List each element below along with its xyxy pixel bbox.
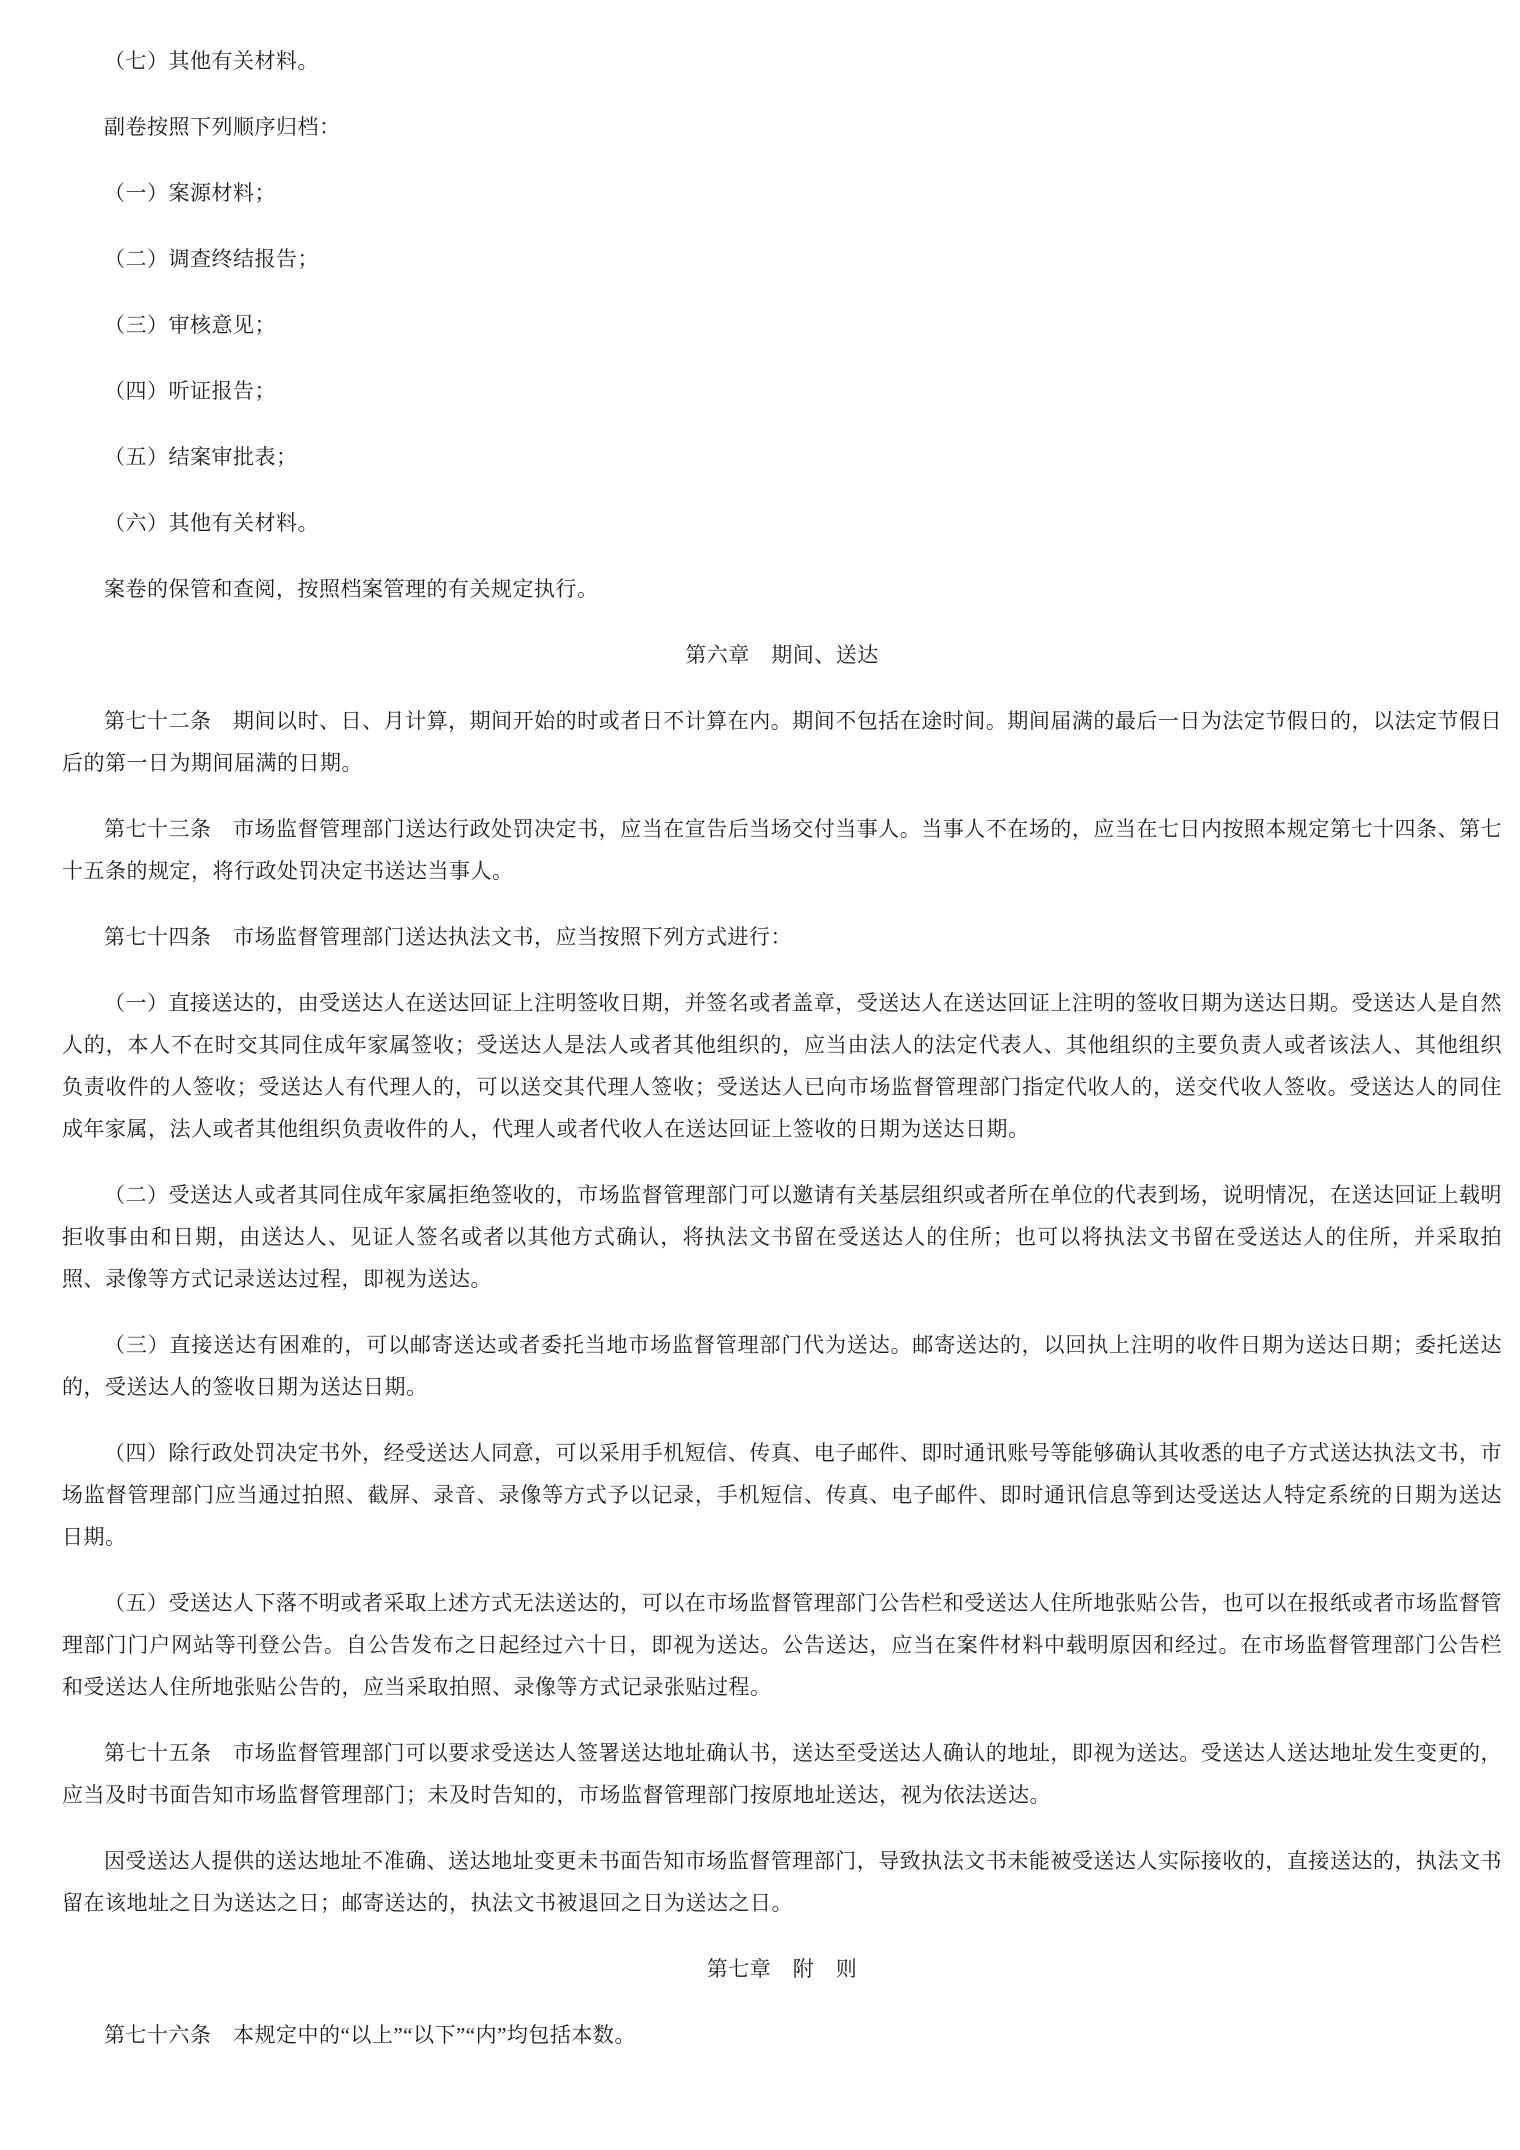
paragraph: 第七十三条 市场监督管理部门送达行政处罚决定书，应当在宣告后当场交付当事人。当事人不在场的，应当在七日内按照本规定第七十四条、第七十五条的规定，将行政处罚决定书送达当事人。 [62, 817, 1502, 883]
paragraph: （三）审核意见； [104, 313, 276, 337]
paragraph: （五）受送达人下落不明或者采取上述方式无法送达的，可以在市场监督管理部门公告栏和受送达人住所地张贴公告，也可以在报纸或者市场监督管理部门门户网站等刊登公告。自公告发布之日起经过六十日，即视为送达。公告送达，应当在案件材料中载明原因和经过。在市场监督管理部门公告栏和受送达人住所地张贴公告的，应当采取拍照、录像等方式记录张贴过程。 [62, 1591, 1502, 1699]
paragraph: （七）其他有关材料。 [104, 49, 319, 73]
paragraph: （二）受送达人或者其同住成年家属拒绝签收的，市场监督管理部门可以邀请有关基层组织或者所在单位的代表到场，说明情况，在送达回证上载明拒收事由和日期，由送达人、见证人签名或者以其他方式确认，将执法文书留在受送达人的住所；也可以将执法文书留在受送达人的住所，并采取拍照、录像等方式记录送达过程，即视为送达。 [62, 1183, 1502, 1291]
chapter-heading: 第六章 期间、送达 [685, 643, 879, 667]
paragraph: （一）案源材料； [104, 181, 276, 205]
paragraph: 第七十六条 本规定中的“以上”“以下”“内”均包括本数。 [104, 2023, 636, 2047]
paragraph: 因受送达人提供的送达地址不准确、送达地址变更未书面告知市场监督管理部门，导致执法文书未能被受送达人实际接收的，直接送达的，执法文书留在该地址之日为送达之日；邮寄送达的，执法文书被退回之日为送达之日。 [62, 1849, 1502, 1915]
paragraph: 第七十二条 期间以时、日、月计算，期间开始的时或者日不计算在内。期间不包括在途时间。期间届满的最后一日为法定节假日的，以法定节假日后的第一日为期间届满的日期。 [62, 709, 1502, 775]
chapter-heading: 第七章 附 则 [706, 1957, 858, 1981]
paragraph: （四）除行政处罚决定书外，经受送达人同意，可以采用手机短信、传真、电子邮件、即时通讯账号等能够确认其收悉的电子方式送达执法文书，市场监督管理部门应当通过拍照、截屏、录音、录像等方式予以记录，手机短信、传真、电子邮件、即时通讯信息等到达受送达人特定系统的日期为送达日期。 [62, 1441, 1502, 1549]
paragraph: 副卷按照下列顺序归档： [104, 115, 341, 139]
paragraph: （三）直接送达有困难的，可以邮寄送达或者委托当地市场监督管理部门代为送达。邮寄送达的，以回执上注明的收件日期为送达日期；委托送达的，受送达人的签收日期为送达日期。 [62, 1333, 1502, 1399]
paragraph: （四）听证报告； [104, 379, 276, 403]
paragraph: （五）结案审批表； [104, 445, 298, 469]
paragraph: 案卷的保管和查阅，按照档案管理的有关规定执行。 [104, 577, 599, 601]
paragraph: 第七十四条 市场监督管理部门送达执法文书，应当按照下列方式进行： [104, 925, 792, 949]
paragraph: （六）其他有关材料。 [104, 511, 319, 535]
paragraph: （一）直接送达的，由受送达人在送达回证上注明签收日期，并签名或者盖章，受送达人在送达回证上注明的签收日期为送达日期。受送达人是自然人的，本人不在时交其同住成年家属签收；受送达人是法人或者其他组织的，应当由法人的法定代表人、其他组织的主要负责人或者该法人、其他组织负责收件的人签收；受送达人有代理人的，可以送交其代理人签收；受送达人已向市场监督管理部门指定代收人的，送交代收人签收。受送达人的同住成年家属，法人或者其他组织负责收件的人，代理人或者代收人在送达回证上签收的日期为送达日期。 [62, 991, 1502, 1141]
paragraph: （二）调查终结报告； [104, 247, 319, 271]
document-body [62, 40, 1502, 2056]
paragraph: 第七十五条 市场监督管理部门可以要求受送达人签署送达地址确认书，送达至受送达人确认的地址，即视为送达。受送达人送达地址发生变更的，应当及时书面告知市场监督管理部门；未及时告知的，市场监督管理部门按原地址送达，视为依法送达。 [62, 1741, 1502, 1807]
